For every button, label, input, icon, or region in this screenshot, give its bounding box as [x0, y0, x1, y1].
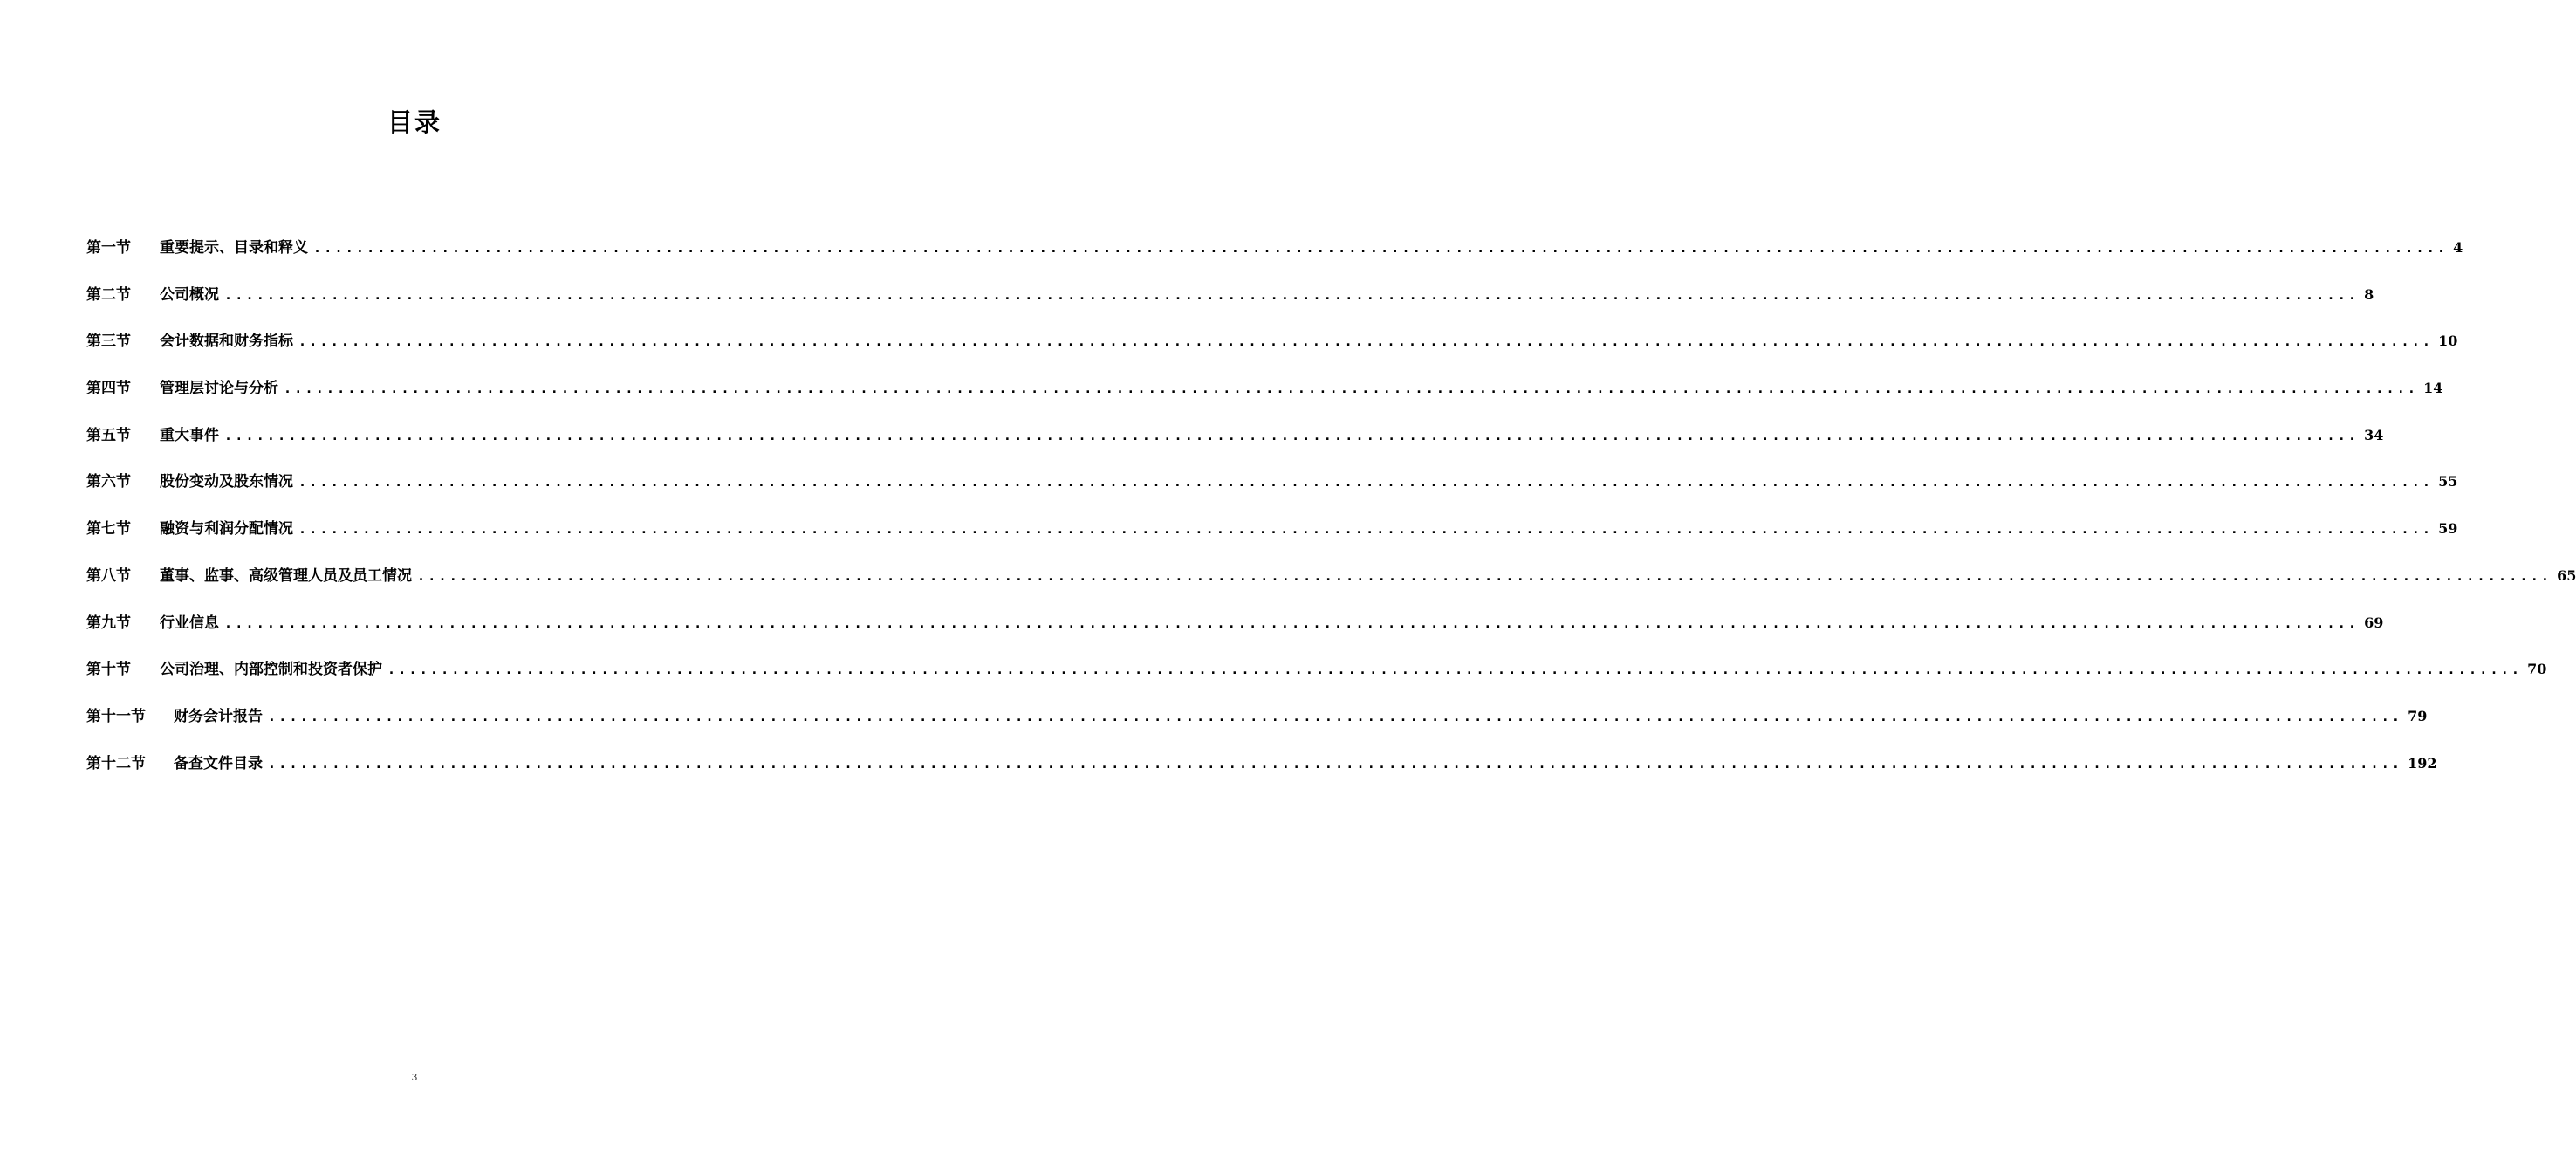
toc-section-number: 第三节 [86, 333, 131, 351]
toc-entry[interactable] [86, 657, 2547, 704]
toc-section-number: 第二节 [86, 285, 131, 304]
toc-page-number: 14 [2423, 380, 2443, 397]
toc-section-title: 会计数据和财务指标 [160, 333, 293, 351]
toc-leader-dots: ........................................................................................................................................................................................................ [224, 286, 2360, 303]
toc-page-number: 55 [2438, 473, 2458, 490]
toc-page-number: 69 [2364, 614, 2384, 631]
toc-entry[interactable] [86, 517, 2458, 564]
toc-page-number: 10 [2438, 333, 2458, 350]
toc-entry[interactable] [86, 470, 2458, 517]
toc-leader-dots: ........................................................................................................................................................................................................ [268, 755, 2403, 772]
toc-leader-dots: ........................................................................................................................................................................................................ [313, 240, 2449, 256]
toc-page-number: 70 [2527, 661, 2547, 678]
toc-section-title: 重要提示、目录和释义 [160, 239, 308, 257]
footer-page-number: 3 [411, 1072, 418, 1083]
toc-page-number: 34 [2364, 426, 2384, 443]
toc-leader-dots: ........................................................................................................................................................................................................ [268, 708, 2403, 724]
toc-page-number: 65 [2557, 566, 2576, 584]
toc-section-title: 管理层讨论与分析 [160, 380, 278, 398]
toc-leader-dots: ........................................................................................................................................................................................................ [417, 567, 2552, 584]
toc-leader-dots: ........................................................................................................................................................................................................ [298, 474, 2434, 490]
page-title: 目录 [387, 107, 442, 137]
toc-section-number: 第八节 [86, 566, 131, 585]
toc-leader-dots: ........................................................................................................................................................................................................ [224, 427, 2360, 443]
toc-page-number: 59 [2438, 520, 2458, 538]
toc-entry[interactable] [86, 283, 2374, 330]
toc-section-title: 公司治理、内部控制和投资者保护 [160, 661, 382, 679]
toc-leader-dots: ........................................................................................................................................................................................................ [284, 381, 2419, 397]
toc-section-title: 融资与利润分配情况 [160, 520, 293, 538]
toc-section-title: 公司概况 [160, 285, 219, 304]
toc-section-title: 重大事件 [160, 426, 219, 444]
toc-section-number: 第七节 [86, 520, 131, 538]
toc-leader-dots: ........................................................................................................................................................................................................ [387, 662, 2523, 678]
toc-section-title: 财务会计报告 [174, 707, 263, 725]
toc-page-number: 192 [2408, 754, 2437, 772]
toc-section-number: 第六节 [86, 473, 131, 491]
toc-page-number: 8 [2364, 285, 2374, 303]
toc-entry[interactable] [86, 751, 2437, 799]
toc-section-title: 董事、监事、高级管理人员及员工情况 [160, 566, 412, 585]
toc-section-number: 第十一节 [86, 707, 146, 725]
toc-section-number: 第九节 [86, 614, 131, 632]
toc-page-number: 79 [2408, 707, 2428, 724]
toc-entry[interactable] [86, 376, 2443, 423]
toc-entry[interactable] [86, 564, 2576, 611]
toc-section-number: 第四节 [86, 380, 131, 398]
toc-section-title: 行业信息 [160, 614, 219, 632]
toc-entry[interactable] [86, 423, 2384, 470]
toc-leader-dots: ........................................................................................................................................................................................................ [224, 614, 2360, 631]
toc-entry[interactable] [86, 704, 2428, 751]
toc-section-title: 备查文件目录 [174, 754, 263, 772]
toc-section-number: 第十二节 [86, 754, 146, 772]
toc-section-title: 股份变动及股东情况 [160, 473, 293, 491]
toc-section-number: 第一节 [86, 239, 131, 257]
table-of-contents [86, 236, 2576, 798]
toc-entry[interactable] [86, 329, 2458, 376]
toc-leader-dots: ........................................................................................................................................................................................................ [298, 521, 2434, 538]
toc-section-number: 第五节 [86, 426, 131, 444]
toc-page-number: 4 [2453, 239, 2463, 256]
toc-entry[interactable] [86, 611, 2384, 658]
toc-leader-dots: ........................................................................................................................................................................................................ [298, 333, 2434, 350]
toc-section-number: 第十节 [86, 661, 131, 679]
toc-entry[interactable] [86, 236, 2463, 283]
